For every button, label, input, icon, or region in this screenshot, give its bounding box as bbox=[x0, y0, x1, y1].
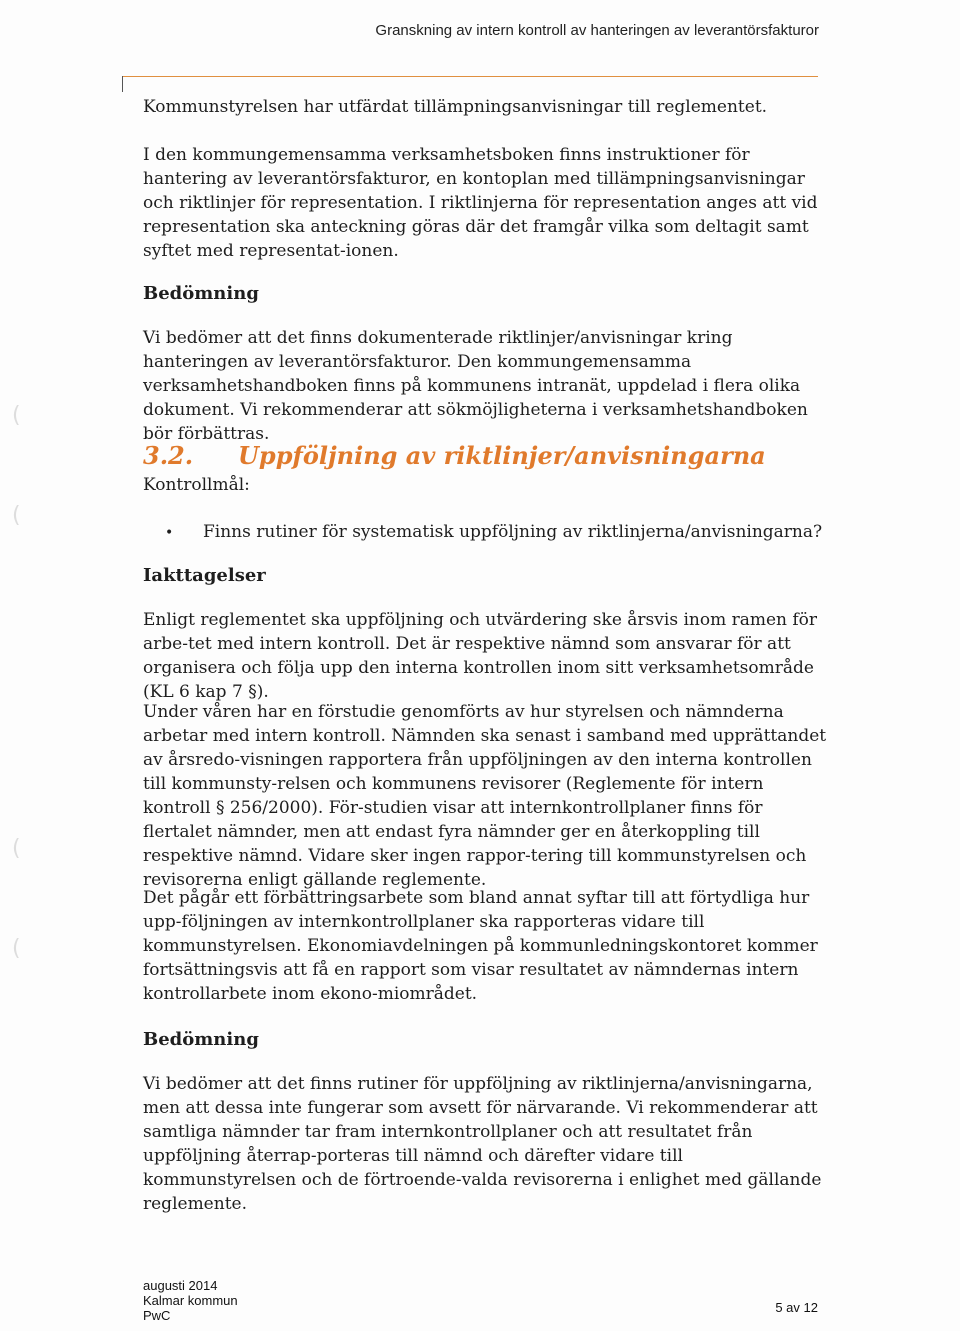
section-number: 3.2. bbox=[143, 441, 194, 470]
assessment-text: Vi bedömer att det finns dokumenterade riktlinjer/anvisningar kring hanteringen av leverantörsfakturor. Den kommungemensamma verksamhetshandboken finns på kommunens intranät, uppdelad i flera olika dokument. Vi rekommenderar att sökmöjligheterna i verksamhetshandboken bör förbättras. bbox=[143, 328, 808, 444]
scan-margin-mark: ( bbox=[12, 836, 21, 861]
assessment-text: Vi bedömer att det finns rutiner för uppföljning av riktlinjerna/anvisningarna, men att dessa inte fungerar som avsett för närvarande. Vi rekommenderar att samtliga nämnder tar fram internkontrollplaner och att resultatet från uppföljning återrap-porteras till nämnd och därefter vidare till kommunstyrelsen och de förtroende-valda revisorerna i enlighet med gällande reglemente. bbox=[143, 1074, 822, 1214]
header-rule bbox=[122, 76, 818, 77]
control-question: Finns rutiner för systematisk uppföljning av riktlinjerna/anvisningarna? bbox=[203, 522, 823, 542]
paragraph-verksamhetsbok: I den kommungemensamma verksamhetsboken finns instruktioner för hantering av leverantörsfakturor, en kontoplan med tillämpningsanvisningar och riktlinjer för representation. I riktlinjerna för representation anges att vid representation ska anteckning göras där det framgår vilka som deltagit samt syftet med representat-ionen. bbox=[143, 145, 818, 261]
observations-heading: Iakttagelser bbox=[143, 565, 266, 586]
scan-margin-mark: ( bbox=[12, 503, 21, 528]
bullet-icon: • bbox=[165, 525, 174, 541]
header-rule-tick bbox=[122, 76, 123, 92]
observation-paragraph: Enligt reglementet ska uppföljning och utvärdering ske årsvis inom ramen för arbe-tet med intern kontroll. Det är respektive nämnd som ansvarar för att organisera och följa upp den interna kontrollen inom sitt verksamhetsområde (KL 6 kap 7 §). bbox=[143, 610, 818, 702]
scan-margin-mark: ( bbox=[12, 403, 21, 428]
observation-paragraph: Det pågår ett förbättringsarbete som bland annat syftar till att förtydliga hur upp-följningen av internkontrollplaner ska rapporteras vidare till kommunstyrelsen. Ekonomiavdelningen på kommunledningskontoret kommer fortsättningsvis att få en rapport som visar resultatet av nämndernas intern kontrollarbete inom ekono-miområdet. bbox=[143, 888, 818, 1004]
footer-organisation: Kalmar kommun bbox=[143, 1293, 238, 1308]
page-footer bbox=[143, 1278, 818, 1323]
page-number: 5 av 12 bbox=[775, 1300, 818, 1315]
scan-margin-mark: ( bbox=[12, 936, 21, 961]
observation-paragraph: Under våren har en förstudie genomförts av hur styrelsen och nämnderna arbetar med intern kontroll. Nämnden ska senast i samband med upprättandet av årsredo-visningen rapportera från uppföljningen av den interna kontrollen till kommunsty-relsen och kommunens revisorer (Reglemente för intern kontroll § 256/2000). För-studien visar att internkontrollplaner finns för flertalet nämnder, men att endast fyra nämnder ger en återkoppling till respektive nämnd. Vidare sker ingen rappor-tering till kommunstyrelsen och revisorerna enligt gällande reglemente. bbox=[143, 702, 827, 890]
footer-author: PwC bbox=[143, 1308, 171, 1323]
section-heading bbox=[143, 440, 766, 472]
assessment-heading: Bedömning bbox=[143, 283, 259, 304]
control-question-item bbox=[165, 520, 835, 545]
control-objective-label: Kontrollmål: bbox=[143, 475, 250, 495]
paragraph-intro: Kommunstyrelsen har utfärdat tillämpningsanvisningar till reglementet. bbox=[143, 97, 768, 117]
assessment-heading: Bedömning bbox=[143, 1029, 259, 1050]
section-title: Uppföljning av riktlinjer/anvisningarna bbox=[238, 441, 766, 470]
footer-date: augusti 2014 bbox=[143, 1278, 218, 1293]
running-header: Granskning av intern kontroll av hanteringen av leverantörsfakturor bbox=[375, 22, 819, 39]
